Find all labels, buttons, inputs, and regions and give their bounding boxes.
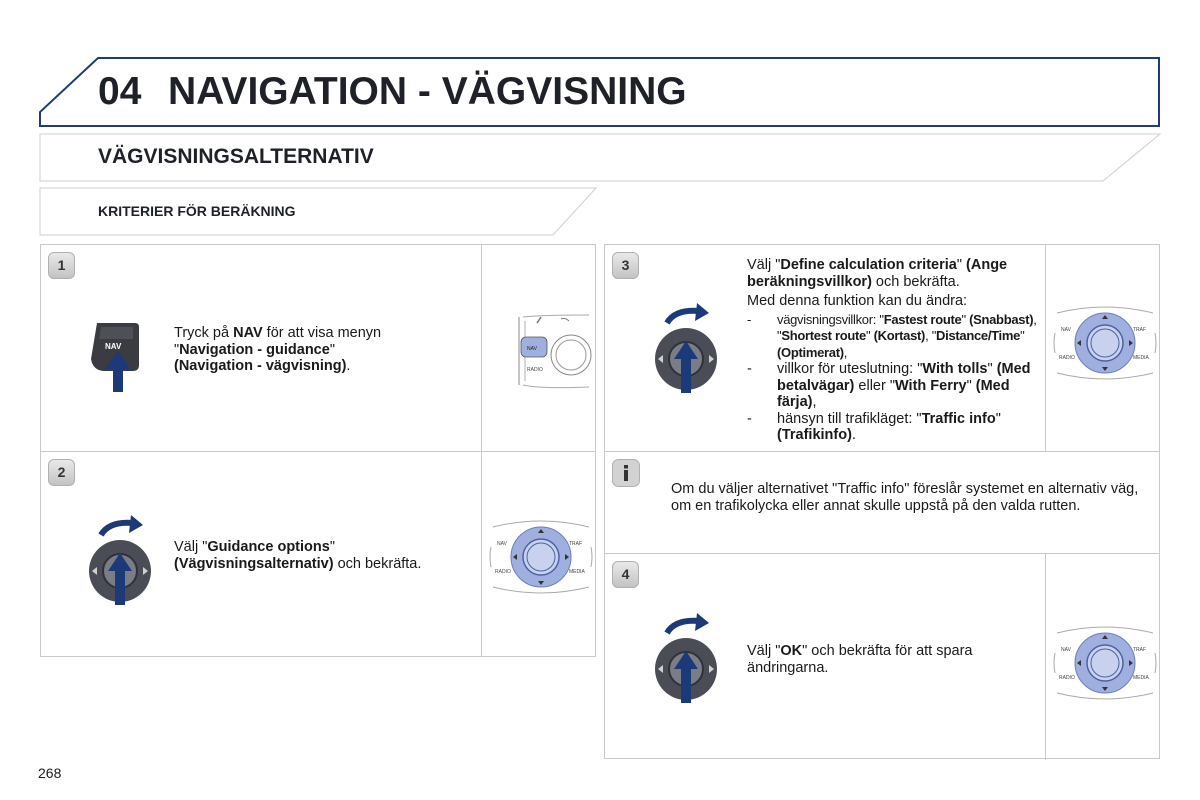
b1-q1: ": [961, 311, 970, 327]
criteria-list-item: - hänsyn till trafikläget: "Traffic info" (Trafikinfo).: [747, 410, 1001, 443]
ctrl-media-label: MEDIA: [1133, 675, 1149, 681]
chapter-number: 04: [98, 70, 142, 113]
step-badge: 1: [48, 252, 75, 279]
b2-q2: ": [966, 377, 976, 394]
criteria-list-item: - villkor för uteslutning: "With tolls" (Med betalvägar) eller "With Ferry" (Med färja),: [747, 361, 1031, 410]
b1-opt3-sv: (Optimerat): [777, 344, 844, 360]
b2-pre: villkor för uteslutning: ": [777, 361, 923, 377]
b3-opt-en: Traffic info: [921, 410, 996, 427]
nav-button-icon: [87, 317, 147, 397]
b1-opt1-en: Fastest route: [883, 311, 962, 327]
b1-pre: vägvisningsvillkor: ": [777, 311, 884, 327]
b1-opt1-sv: (Snabbast): [969, 311, 1034, 327]
step1-menu-en: Navigation - guidance: [179, 341, 330, 358]
b1-sep2: , ": [925, 328, 937, 343]
criteria-list: [747, 312, 1043, 444]
step2-quote: ": [329, 539, 335, 555]
ctrl-radio-label: RADIO: [495, 569, 511, 575]
panel-row-divider: [605, 451, 1159, 452]
step3-quote: ": [956, 257, 967, 273]
dash-nav-label: NAV: [527, 346, 537, 352]
ctrl-traf-label: TRAF: [1133, 327, 1147, 333]
right-steps-panel: [604, 244, 1160, 759]
step3-intro: [747, 257, 1043, 290]
step1-end: .: [346, 358, 351, 374]
b1-q3: ": [1020, 328, 1025, 343]
nav-key-label: NAV: [105, 342, 122, 351]
step3-lead: Med denna funktion kan du ändra:: [747, 293, 968, 309]
controller-panel-illustration: [1053, 623, 1157, 703]
b3-pre: hänsyn till trafikläget: ": [777, 410, 922, 427]
step1-text-mid: för att visa menyn ": [174, 325, 382, 358]
b1-opt2-sv: (Kortast): [873, 328, 926, 343]
criteria-list-item: - vägvisningsvillkor: "Fastest route" (Snabbast), "Shortest route" (Kortast), "Distance/Time" (Optimerat),: [747, 311, 1037, 360]
step2-instruction: [174, 539, 464, 572]
ctrl-radio-label: RADIO: [1059, 355, 1075, 361]
b3-opt-sv: (Trafikinfo): [777, 427, 852, 443]
panel-divider: [1045, 245, 1046, 451]
b1-opt2-en: Shortest route: [781, 328, 866, 343]
step4-end: " och bekräfta för att spara ändringarna.: [747, 643, 973, 676]
b1-end: ,: [843, 344, 848, 360]
chapter-title: NAVIGATION - VÄGVISNING: [168, 70, 687, 113]
step2-option-en: Guidance options: [207, 539, 330, 555]
b1-q2: ": [865, 328, 874, 343]
b2-opt2-en: With Ferry: [894, 377, 967, 394]
b2-end: ,: [812, 394, 817, 410]
info-icon: [612, 459, 640, 487]
step3-option-en: Define calculation criteria: [780, 257, 957, 273]
step3-option-sv: (Ange beräkningsvillkor): [747, 257, 1008, 290]
rotary-knob-icon: [653, 611, 723, 707]
ctrl-nav-label: NAV: [1061, 647, 1071, 653]
dashboard-nav-illustration: [511, 311, 593, 391]
step4-instruction: [747, 643, 1017, 676]
step1-text-pre: Tryck på: [174, 325, 234, 341]
step-badge: 3: [612, 252, 639, 279]
rotary-knob-icon: [653, 301, 723, 397]
ctrl-media-label: MEDIA: [569, 569, 585, 575]
step1-instruction: [174, 325, 434, 375]
b3-q: ": [995, 410, 1001, 427]
step1-key: NAV: [233, 325, 263, 341]
step3-text-pre: Välj ": [747, 257, 781, 273]
ctrl-media-label: MEDIA: [1133, 355, 1149, 361]
b2-mid: eller ": [854, 377, 895, 394]
step2-end: och bekräfta.: [333, 555, 422, 572]
panel-divider: [1045, 553, 1046, 760]
step2-option-sv: (Vägvisningsalternativ): [174, 555, 334, 572]
b2-q1: ": [987, 361, 997, 377]
step3-instruction: [747, 257, 1043, 444]
b2-opt2-sv: (Med färja): [777, 377, 1010, 410]
ctrl-nav-label: NAV: [497, 541, 507, 547]
step4-text-pre: Välj ": [747, 643, 781, 659]
step-badge: 2: [48, 459, 75, 486]
b2-opt1-sv: (Med betalvägar): [777, 361, 1031, 394]
ctrl-nav-label: NAV: [1061, 327, 1071, 333]
page-number: 268: [38, 765, 62, 781]
panel-row-divider: [41, 451, 595, 452]
step-badge: 4: [612, 561, 639, 588]
left-steps-panel: [40, 244, 596, 657]
b3-end: .: [851, 427, 856, 443]
rotary-knob-icon: [87, 513, 157, 609]
step2-text-pre: Välj ": [174, 539, 208, 555]
info-text: Om du väljer alternativet "Traffic info" föreslår systemet en alternativ väg, om en trafikolycka eller annat skulle uppstå på den valda rutten.: [671, 481, 1139, 514]
step1-menu-sv: (Navigation - vägvisning): [174, 358, 347, 374]
controller-panel-illustration: [1053, 303, 1157, 383]
step4-ok: OK: [780, 643, 803, 659]
b1-opt3-en: Distance/Time: [936, 328, 1021, 343]
ctrl-traf-label: TRAF: [569, 541, 583, 547]
b1-sep1: , ": [777, 311, 1037, 343]
ctrl-radio-label: RADIO: [1059, 675, 1075, 681]
step3-end: och bekräfta.: [871, 273, 960, 290]
subsection-title: KRITERIER FÖR BERÄKNING: [98, 203, 296, 219]
controller-panel-illustration: [489, 517, 593, 597]
b2-opt1-en: With tolls: [922, 361, 988, 377]
ctrl-traf-label: TRAF: [1133, 647, 1147, 653]
dash-radio-label: RADIO: [527, 367, 543, 373]
panel-row-divider: [605, 553, 1159, 554]
section-title: VÄGVISNINGSALTERNATIV: [98, 145, 374, 168]
step1-quote: ": [329, 341, 335, 358]
